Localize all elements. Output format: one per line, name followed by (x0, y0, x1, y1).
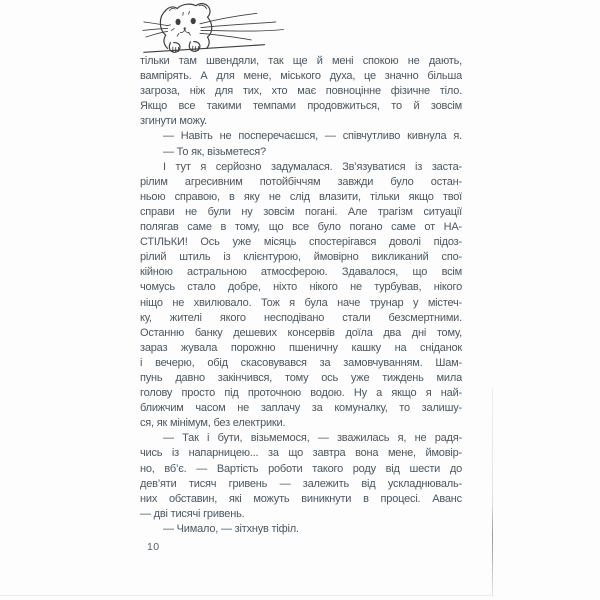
text-line: ньою справою, в яку не слід влазити, тільки якщо твої (140, 190, 462, 203)
text-line: ку, жителі якого несподівано стали безсмертними. (140, 311, 462, 324)
hamster-illustration (141, 1, 293, 58)
text-line: ся, як мінімум, без електрики. (140, 417, 286, 430)
text-line: — дві тисячі гривень. (140, 507, 245, 520)
text-line: — Чимало, — зітхнув тіфіл. (163, 522, 299, 535)
text-line: Останню банку дешевих консервів доїла два дні тому, (140, 326, 462, 339)
page-text (140, 54, 462, 537)
whiskers-left (143, 22, 168, 37)
text-line: і вечерю, обід скасовувався за замовчуванням. Шам- (140, 356, 462, 369)
left-ear-inner (170, 8, 176, 10)
text-line: — То як, візьметеся? (163, 145, 266, 158)
mouth (180, 30, 189, 33)
text-line: пунь давно закінчився, тому ось уже тиждень мила (140, 371, 462, 384)
text-line: тільки там швендяли, так ще й мені спокою не дають, (140, 55, 462, 67)
ledge-line (144, 45, 265, 53)
whiskers-right (200, 13, 284, 40)
text-line: ближчим часом не заплачу за комуналку, то залишу- (140, 402, 462, 415)
text-line: — Так і бути, візьмемося, — зважилась я, не радя- (163, 432, 462, 445)
text-line: справи не були ну зовсім погані. Але трагізм ситуації (140, 205, 462, 218)
text-line: — Навіть не посперечаєшся, — співчутливо кивнула я. (163, 130, 462, 143)
text-line: голову просто під проточною водою. Ну а якщо я най- (140, 387, 462, 400)
text-line: них обставин, які можуть виникнути в процесі. Аванс (140, 492, 462, 505)
text-line: дев’яти тисяч гривень — залежить від ускладнюваль- (140, 477, 462, 490)
text-line: зараз жувала порожню пшеничну кашку на сніданок (140, 341, 462, 354)
left-eye (175, 19, 180, 25)
text-line: но, вб’є. — Вартість роботи такого роду від шести до (140, 462, 462, 475)
page-edge-shadow (492, 388, 493, 597)
text-line: ніщо не хвилювало. Тож я була наче трунар у містеч- (140, 296, 462, 309)
right-ear-inner (199, 5, 207, 8)
text-line: кійною астральною атмосферою. Здавалося, що всім (140, 266, 462, 279)
text-line: СТІЛЬКИ! Ось уже місяць спостерігався доволі підоз- (140, 236, 462, 249)
text-line: рілим агресивним потойбіччям завжди було остан- (140, 175, 462, 188)
body-right (207, 37, 210, 48)
hamster-sketch-icon (141, 1, 293, 58)
body-left (164, 35, 168, 48)
page-number: 10 (147, 541, 160, 553)
text-line: вампірять. А для мене, міського духа, це значно більша (140, 70, 462, 83)
text-line: чись із напарницею... за що завтра вона мене, ймовір- (140, 447, 462, 460)
text-line: згинути можу. (140, 115, 207, 128)
text-line: полягав саме в тому, що все було погано саме от НА- (140, 221, 462, 234)
right-eye (191, 18, 196, 24)
page-bottom-edge-shadow (0, 595, 494, 596)
text-line: Якщо все такими темпами продовжиться, то й зовсім (140, 100, 462, 113)
text-line: чомусь стало добре, ніхто нікого не турбував, нікого (140, 281, 462, 294)
text-line: рілий штиль із клієнтурою, ймовірно викликаний спо- (140, 251, 462, 264)
text-line: І тут я серйозно задумалася. Зв’язуватися із заста- (163, 160, 462, 173)
text-line: загроза, ніж для тих, хто має повноцінне фізичне тіло. (140, 85, 462, 98)
